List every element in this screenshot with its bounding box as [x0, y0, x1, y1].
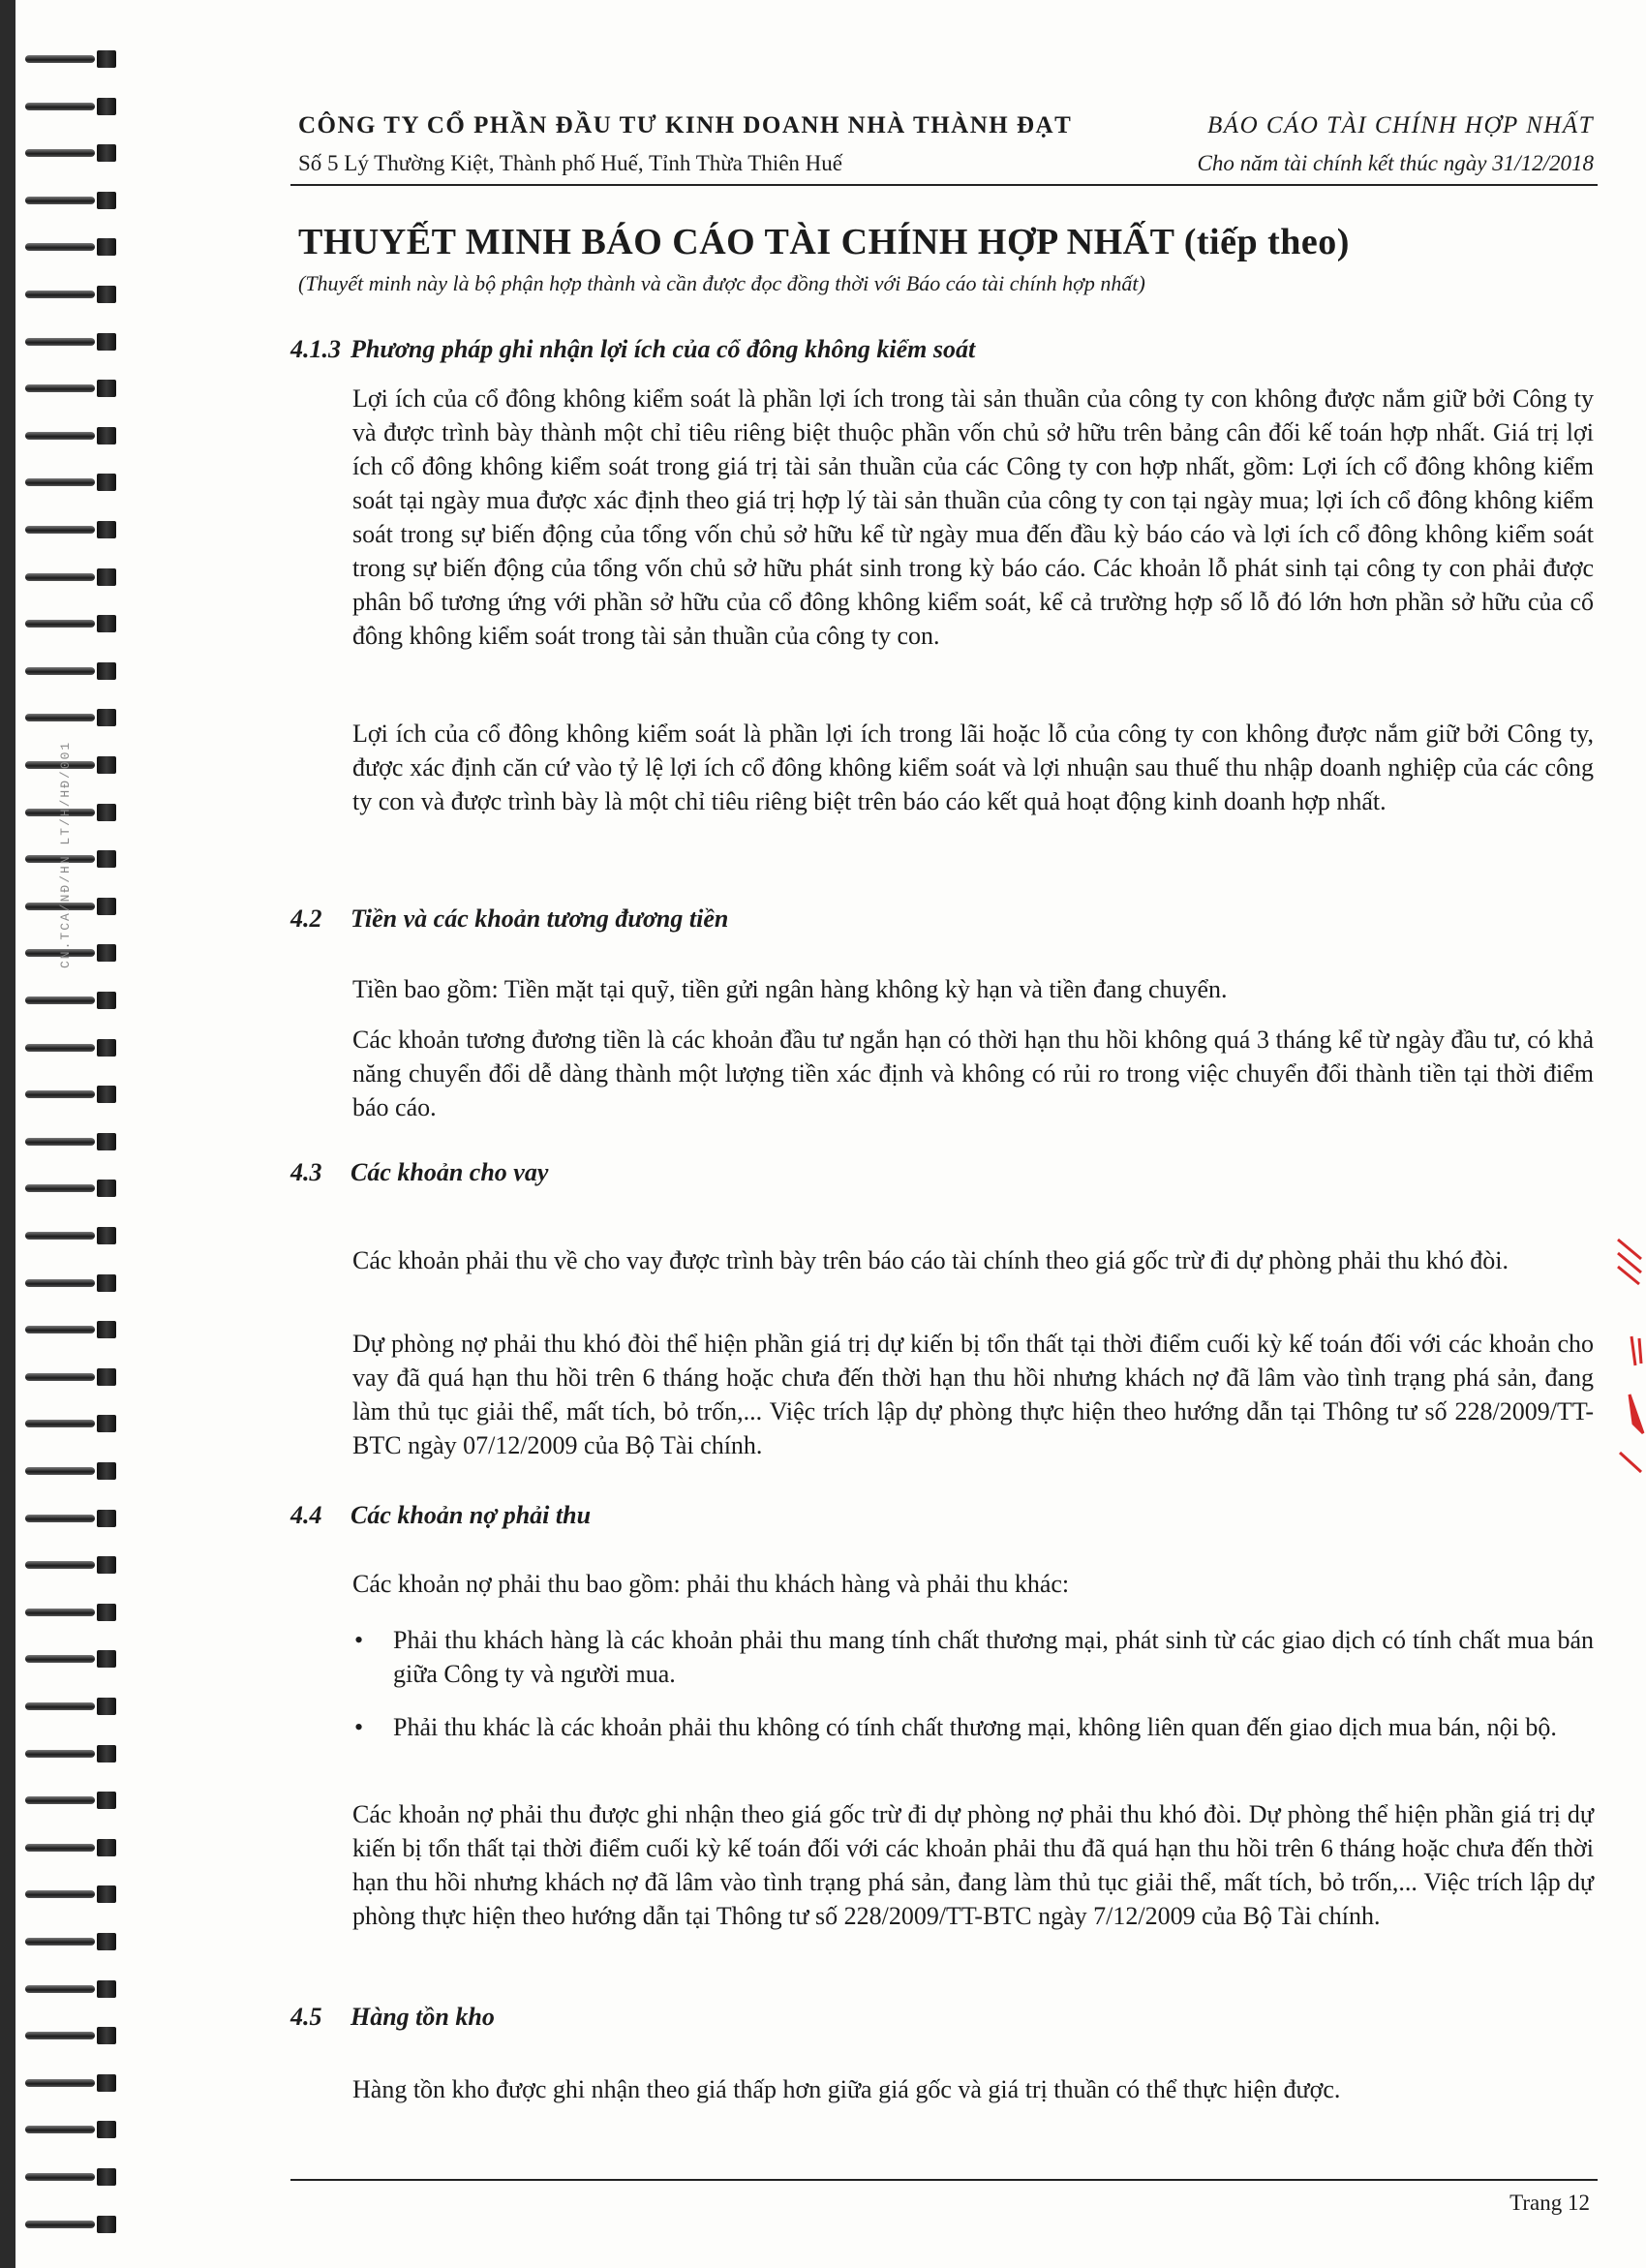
- section-heading-4-4: [290, 1501, 591, 1530]
- list-item: [352, 1710, 1594, 1744]
- report-period: Cho năm tài chính kết thúc ngày 31/12/2018: [1197, 151, 1594, 175]
- binding-ring: [25, 1556, 118, 1574]
- paragraph: Lợi ích của cổ đông không kiểm soát là phần lợi ích trong lãi hoặc lỗ của công ty con không được nắm giữ bởi Công ty, được xác định căn cứ vào tỷ lệ lợi ích cổ đông không kiểm soát và lợi nhuận sau thuế thu nhập doanh nghiệp của các công ty con và được trình bày là một chỉ tiêu riêng biệt trên báo cáo kết quả hoạt động kinh doanh hợp nhất.: [352, 720, 1594, 815]
- binding-ring: [25, 1227, 118, 1244]
- binding-ring: [25, 1274, 118, 1292]
- binding-ring: [25, 1180, 118, 1197]
- section-title: Hàng tồn kho: [351, 2003, 495, 2031]
- binding-ring: [25, 1368, 118, 1386]
- binding-ring: [25, 1839, 118, 1856]
- binding-ring: [25, 1321, 118, 1338]
- section-number: 4.4: [290, 1501, 322, 1529]
- binding-spine: [0, 0, 15, 2268]
- paragraph: Các khoản nợ phải thu bao gồm: phải thu khách hàng và phải thu khác:: [352, 1570, 1070, 1598]
- binding-ring: [25, 1415, 118, 1432]
- binding-ring: [25, 2216, 118, 2233]
- binding-ring: [25, 2121, 118, 2138]
- footer-divider: [290, 2179, 1598, 2181]
- binding-ring: [25, 50, 118, 68]
- binding-ring: [25, 521, 118, 538]
- binding-ring: [25, 1510, 118, 1527]
- binding-ring: [25, 1650, 118, 1668]
- binding-ring: [25, 2074, 118, 2092]
- paragraph: Các khoản nợ phải thu được ghi nhận theo giá gốc trừ đi dự phòng nợ phải thu khó đòi. Dự phòng thể hiện phần giá trị dự kiến bị tổn thất tại thời điểm cuối kỳ kế toán đối với các khoản phải thu đã quá hạn thu hồi trên 6 tháng hoặc chưa đến thời hạn thu hồi nhưng khách nợ đã lâm vào tình trạng phá sản, đang làm thủ tục giải thể, mất tích, bỏ trốn,... Việc trích lập dự phòng thực hiện theo hướng dẫn tại Thông tư số 228/2009/TT-BTC ngày 7/12/2009 của Bộ Tài chính.: [352, 1800, 1594, 1930]
- page-title: THUYẾT MINH BÁO CÁO TÀI CHÍNH HỢP NHẤT (tiếp theo): [298, 222, 1350, 262]
- binding-ring: [25, 427, 118, 444]
- section-number: 4.3: [290, 1158, 322, 1186]
- binding-ring: [25, 286, 118, 303]
- paragraph: Hàng tồn kho được ghi nhận theo giá thấp hơn giữa giá gốc và giá trị thuần có thể thực hiện được.: [352, 2075, 1341, 2103]
- section-heading-4-3: [290, 1158, 548, 1187]
- company-name: CÔNG TY CỔ PHẦN ĐẦU TƯ KINH DOANH NHÀ THÀNH ĐẠT: [298, 112, 1073, 138]
- binding-ring: [25, 1133, 118, 1150]
- binding-ring: [25, 474, 118, 491]
- binding-ring: [25, 238, 118, 256]
- binding-ring: [25, 1885, 118, 1903]
- binding-ring: [25, 1745, 118, 1762]
- paragraph: Các khoản tương đương tiền là các khoản đầu tư ngắn hạn có thời hạn thu hồi không quá 3 tháng kể từ ngày đầu tư, có khả năng chuyển đổi dễ dàng thành một lượng tiền xác định và không có rủi ro trong việc chuyển đổi thành tiền tại thời điểm báo cáo.: [352, 1026, 1594, 1121]
- section-title: Các khoản cho vay: [351, 1158, 549, 1186]
- binding-ring: [25, 98, 118, 115]
- section-heading-4-5: [290, 2003, 495, 2032]
- list-item: [352, 1623, 1594, 1691]
- binding-ring: [25, 1462, 118, 1480]
- bullet-icon: •: [354, 1713, 364, 1741]
- section-title: Phương pháp ghi nhận lợi ích của cổ đông không kiểm soát: [351, 335, 976, 363]
- list-item-text: Phải thu khách hàng là các khoản phải thu mang tính chất thương mại, phát sinh từ các giao dịch có tính chất mua bán giữa Công ty và người mua.: [393, 1626, 1594, 1688]
- binding-ring: [25, 1933, 118, 1950]
- margin-stamp: CN.TCA/NĐ/HN LT/H/HĐ/001: [58, 740, 73, 968]
- section-title: Tiền và các khoản tương đương tiền: [351, 904, 729, 933]
- page-subtitle: (Thuyết minh này là bộ phận hợp thành và cần được đọc đồng thời với Báo cáo tài chính hợp nhất): [298, 271, 1145, 295]
- section-heading-4-2: [290, 904, 728, 934]
- paragraph: Lợi ích của cổ đông không kiểm soát là phần lợi ích trong tài sản thuần của công ty con không được nắm giữ bởi Công ty và được trình bày thành một chỉ tiêu riêng biệt thuộc phần vốn chủ sở hữu trên bảng cân đối kế toán hợp nhất. Giá trị lợi ích cổ đông không kiểm soát trong giá trị tài sản thuần của các Công ty con hợp nhất, gồm: Lợi ích cổ đông không kiểm soát tại ngày mua được xác định theo giá trị hợp lý tài sản thuần của công ty con tại ngày mua; lợi ích cổ đông không kiểm soát trong sự biến động của tổng vốn chủ sở hữu kể từ ngày mua đến đầu kỳ báo cáo và lợi ích cổ đông không kiểm soát trong sự biến động của tổng vốn chủ sở hữu phát sinh trong kỳ báo cáo. Các khoản lỗ phát sinh tại công ty con phải được phân bổ tương ứng với phần sở hữu của cổ đông không kiểm soát, kể cả trường hợp số lỗ đó lớn hơn phần sở hữu của cổ đông không kiểm soát trong tài sản thuần của công ty con.: [352, 384, 1594, 650]
- bullet-icon: •: [354, 1626, 364, 1654]
- binding-ring: [25, 1604, 118, 1621]
- report-title: BÁO CÁO TÀI CHÍNH HỢP NHẤT: [1207, 112, 1594, 138]
- section-number: 4.1.3: [290, 335, 341, 363]
- paragraph: Tiền bao gồm: Tiền mặt tại quỹ, tiền gửi ngân hàng không kỳ hạn và tiền đang chuyển.: [352, 975, 1228, 1003]
- page-number: Trang 12: [1509, 2191, 1590, 2215]
- section-number: 4.2: [290, 904, 322, 933]
- binding-ring: [25, 992, 118, 1009]
- binding-ring: [25, 2168, 118, 2186]
- spiral-binding: [0, 0, 126, 2268]
- paragraph: Dự phòng nợ phải thu khó đòi thể hiện phần giá trị dự kiến bị tổn thất tại thời điểm cuối kỳ kế toán đối với các khoản cho vay đã quá hạn thu hồi trên 6 tháng hoặc chưa đến thời hạn thu hồi nhưng khách nợ đã lâm vào tình trạng phá sản, đang làm thủ tục giải thể, mất tích, bỏ trốn,... Việc trích lập dự phòng thực hiện theo hướng dẫn tại Thông tư số 228/2009/TT-BTC ngày 07/12/2009 của Bộ Tài chính.: [352, 1330, 1594, 1459]
- binding-ring: [25, 144, 118, 162]
- section-number: 4.5: [290, 2003, 322, 2031]
- binding-ring: [25, 2027, 118, 2044]
- binding-ring: [25, 568, 118, 586]
- binding-ring: [25, 1980, 118, 1998]
- binding-ring: [25, 333, 118, 351]
- section-heading-4-1-3: [290, 335, 975, 364]
- red-seal-fragment: [1612, 1230, 1646, 1482]
- binding-ring: [25, 192, 118, 209]
- section-title: Các khoản nợ phải thu: [351, 1501, 592, 1529]
- header-divider: [290, 184, 1598, 186]
- binding-ring: [25, 380, 118, 397]
- list-item-text: Phải thu khác là các khoản phải thu không có tính chất thương mại, không liên quan đến giao dịch mua bán, nội bộ.: [393, 1713, 1557, 1741]
- binding-ring: [25, 1039, 118, 1057]
- company-address: Số 5 Lý Thường Kiệt, Thành phố Huế, Tỉnh Thừa Thiên Huế: [298, 151, 842, 175]
- binding-ring: [25, 1698, 118, 1715]
- binding-ring: [25, 1792, 118, 1809]
- document-page: [290, 0, 1598, 2268]
- binding-ring: [25, 1086, 118, 1103]
- paragraph: Các khoản phải thu về cho vay được trình bày trên báo cáo tài chính theo giá gốc trừ đi dự phòng phải thu khó đòi.: [352, 1246, 1509, 1274]
